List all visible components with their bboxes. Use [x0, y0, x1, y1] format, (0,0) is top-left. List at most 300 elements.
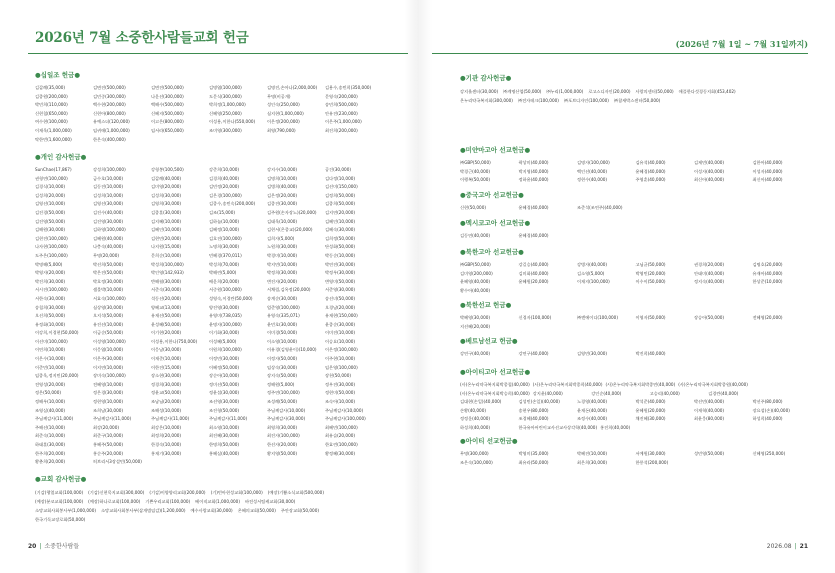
offering-entry: 이재지(100,000) [577, 279, 610, 285]
offering-entry: 무명(20,000) [93, 252, 120, 258]
offering-entry: 안태미(40,000) [694, 270, 725, 276]
offering-entry: 강연구(40,000) [460, 351, 491, 356]
offering-entry: 김명진,손아나(2,000,000) [267, 85, 318, 90]
offering-entry: 신혜영(250,000) [209, 110, 242, 116]
offering-entry: 공건(30,000) [325, 167, 352, 172]
offering-entry: 최강(20,000) [93, 424, 120, 430]
offering-entry: 김종진(30,000) [267, 201, 298, 207]
offering-entry: 강연구(40,000) [518, 351, 549, 356]
offering-entry: 김성희(20,000) [35, 192, 66, 198]
offering-entry: 이한진(15,000) [151, 364, 182, 370]
offering-entry: 서효숙(100,000) [93, 295, 126, 301]
section-tithe [35, 71, 383, 144]
offering-entry: 안유진(230,000) [325, 110, 358, 116]
offering-entry: 강준희(10,000) [209, 167, 240, 172]
offering-entry: 바전성서팀케교회(30,000) [244, 499, 296, 504]
offering-entry: ㈜GBP(50,000) [460, 160, 491, 165]
offering-entry: 유재현(150,000) [325, 313, 358, 319]
offering-entry: 김동진(10,000) [93, 184, 124, 190]
offering-entry: 김면진(500,000) [151, 85, 184, 90]
offering-entry: 전혜영(10,000) [93, 381, 124, 387]
offering-entry: 최은희(30,000) [577, 459, 608, 465]
offering-entry: 애플한다섯경동지회(453,402) [678, 89, 736, 94]
offering-entry: 단성화(50,000) [325, 244, 356, 250]
offering-entry: (사)온누리약국복지회박승희(40,000) [460, 390, 530, 396]
offering-entry: 김면진(500,000) [93, 85, 126, 90]
offering-entry: 신경자(100,000) [518, 315, 552, 320]
offering-entry: 강길승(40,000) [518, 262, 549, 267]
offering-entry: 황정혜(30,000) [325, 450, 356, 456]
offering-line [460, 424, 811, 433]
offering-entry: 윤혜경(40,000) [635, 168, 666, 174]
offering-entry: (예장)분코교회(100,000) [35, 499, 84, 504]
offering-entry: 무명(비공개) [267, 93, 291, 99]
offering-entry: ㈜엔에이디(100,000) [577, 315, 618, 320]
offering-entry: 김현민(20,000) [151, 235, 182, 241]
offering-entry: 김유석(40,000) [635, 160, 666, 165]
offering-entry: 노원희(30,000) [267, 244, 298, 250]
offering-entry: 김명희(10,000) [267, 175, 298, 181]
offering-entry: 조선영(30,000) [209, 399, 240, 405]
offering-entry: 하성희(40,000) [460, 424, 491, 430]
offering-entry: 조준석(조연주)(40,000) [577, 205, 623, 210]
offering-entry: 조은숙(100,000) [460, 459, 493, 465]
offering-entry: 장순아(10,000) [209, 373, 240, 379]
offering-entry: 김희정(50,000) [325, 235, 356, 241]
section-title: ●기관 감사헌금● [460, 74, 512, 82]
offering-entry: 정은(50,000) [35, 390, 62, 396]
offering-entry: 박영미(35,000) [518, 451, 549, 456]
offering-entry: 주님께감사(10,000) [325, 407, 364, 413]
offering-entry: 박인영(142,933) [151, 270, 184, 276]
offering-entry: SunChae(17,867) [35, 167, 72, 172]
offering-entry: 백수현(200,000) [93, 102, 126, 108]
entry-grid [460, 261, 811, 295]
entry-lines [35, 488, 324, 524]
offering-entry: (기감)이양양리교회(200,000) [149, 490, 206, 495]
offering-entry: 이성용,이한나(750,000) [151, 338, 198, 344]
offering-entry: 박석준(40,000) [635, 399, 666, 405]
offering-entry: 한명희(50,000) [209, 442, 240, 447]
offering-entry: 전혜영(20,000) [752, 315, 783, 320]
offering-entry: 조희남(30,000) [93, 407, 124, 413]
offering-entry: 윤혜영(40,000) [460, 279, 491, 285]
offering-entry: 최강은(10,000) [151, 424, 182, 430]
offering-entry: 배운희(20,000) [209, 278, 240, 284]
offering-entry: 서준영(30,000) [325, 287, 356, 293]
entry-grid [460, 450, 811, 467]
offering-entry: 온혜의교회(50,000) [237, 508, 276, 513]
offering-entry: 성민영(50,000) [694, 451, 725, 456]
offering-entry: 히브리서3장설민(50,000) [93, 459, 142, 465]
offering-entry: 한경숙(10,000) [151, 442, 182, 447]
offering-entry: 정경희(30,000) [151, 381, 182, 387]
section-title: ●교회 감사헌금● [35, 475, 87, 483]
offering-line [460, 87, 736, 96]
section-title: ●중국고아 선교헌금● [460, 191, 524, 199]
offering-entry: 박동순(10,000) [325, 252, 356, 258]
offering-entry: 윤혜경(40,000) [518, 205, 549, 210]
offering-entry: 이은정(200,000) [267, 119, 300, 125]
offering-entry: 이미경(50,000) [267, 330, 298, 336]
left-footer [28, 543, 79, 551]
offering-line [460, 96, 736, 105]
offering-entry: 서중원(100,000) [209, 287, 242, 293]
offering-entry: 로고스디자인(20,000) [588, 89, 631, 94]
offering-entry: 김진경(50,000) [35, 209, 66, 215]
offering-entry: 조숙아(10,000) [325, 399, 356, 405]
offering-entry: 최소영(10,000) [209, 424, 240, 430]
offering-entry: 최준숙(10,000) [35, 433, 66, 439]
offering-entry: 이기현(20,000) [151, 330, 182, 336]
offering-entry: 김민중(300,000) [93, 93, 126, 99]
offering-entry: 김경식(10,000) [35, 184, 66, 190]
offering-entry: 탁한빈(1,600,000) [35, 136, 72, 142]
offering-entry: 조남님(20,000) [151, 399, 182, 405]
offering-entry: 유영숙(335,071) [267, 313, 300, 319]
period-label: (2026년 7월 1일 ~ 7월 31일까지) [675, 39, 808, 49]
offering-entry: 김성희(30,000) [151, 192, 182, 198]
offering-entry: 이정자(50,000) [267, 356, 298, 362]
offering-entry: 박은진(50,000) [93, 270, 124, 276]
offering-entry: 곽상미(40,000) [518, 160, 549, 165]
offering-line [460, 415, 811, 424]
offering-entry: 한풍석(200,000) [635, 459, 669, 465]
entry-grid [460, 314, 811, 331]
offering-entry: 한주희(20,000) [35, 450, 66, 456]
offering-entry: 최진희(200,000) [325, 127, 358, 133]
offering-entry: 박경미(10,000) [267, 252, 298, 258]
offering-entry: 정정운(40,000) [460, 416, 491, 422]
offering-entry: 이재혁(40,000) [694, 407, 725, 413]
offering-line [460, 407, 811, 416]
section-title: ●개인 감사헌금● [35, 153, 87, 161]
offering-entry: 송선녀(50,000) [325, 295, 356, 301]
offering-entry: 장소현(30,000) [151, 373, 182, 379]
offering-entry: 김은경(100,000) [209, 192, 242, 198]
offering-entry: 이소영(10,000) [267, 338, 298, 344]
offering-entry: 손황(40,000) [460, 407, 487, 413]
offering-entry: 이은주(1,000,000) [325, 119, 362, 125]
offering-entry: 도주은(100,000) [35, 252, 68, 258]
offering-entry: 송계순(30,000) [267, 295, 298, 301]
offering-entry: 나지원(15,000) [151, 244, 182, 250]
offering-entry: 황춘희(20,000) [35, 459, 66, 465]
offering-entry: 한선자(20,000) [267, 442, 298, 447]
offering-entry: 이은정(100,000) [325, 347, 358, 353]
entry-grid [460, 204, 811, 213]
offering-entry: 김진영(50,000) [35, 218, 66, 224]
offering-entry: 장미숙(100,000) [93, 373, 126, 379]
offering-entry: 나충숙(40,000) [93, 244, 124, 250]
offering-entry: 김호진(100,000) [209, 235, 242, 241]
offering-entry: 김혜숙(30,000) [325, 227, 356, 233]
offering-entry: 조경혜(40,000) [518, 416, 549, 422]
offering-entry: 이연희(10,000) [35, 347, 66, 353]
offering-entry: 이승요(10,000) [325, 338, 356, 344]
offering-entry: (사)온누리약국복지회박종철(40,000) [460, 382, 530, 387]
offering-entry: 지선혜(20,000) [460, 323, 491, 329]
offering-entry: 신현아(800,000) [93, 110, 126, 116]
offering-entry: 김한아(40,000) [752, 160, 783, 165]
offering-entry: 김현서(은종교)(20,000) [267, 227, 313, 233]
offering-entry: 이기화(30,000) [209, 330, 240, 336]
offering-entry: 이재준(10,000) [151, 356, 182, 362]
offering-entry: 김명엽(100,000) [209, 85, 242, 90]
offering-entry: 정현미(50,000) [325, 390, 356, 396]
offering-entry: 민혜경(370,011) [209, 252, 242, 258]
offering-entry: 윤재돈(40,000) [577, 407, 608, 413]
offering-line [35, 506, 324, 515]
offering-entry: ㈜포브디자인(100,000) [563, 98, 609, 103]
offering-entry: 주님께감사(11,000) [209, 416, 248, 422]
offering-entry: 이주현(10,000) [325, 356, 356, 362]
offering-entry: 성영숙,이경란(50,000) [209, 295, 253, 301]
offering-entry: 한효린(100,000) [325, 442, 358, 447]
offering-entry: 홍재기(30,000) [151, 450, 182, 456]
offering-entry: 김민정(20,000) [209, 184, 240, 190]
offering-entry: 김혜인(10,000) [151, 227, 182, 233]
offering-entry: 박정우(30,000) [325, 270, 356, 276]
offering-entry: 성인숙(250,000) [267, 102, 300, 108]
offering-entry: 이지연(10,000) [93, 364, 124, 370]
offering-entry: 이선미(100,000) [35, 338, 68, 344]
offering-entry: 김진수(40,000) [93, 209, 124, 215]
offering-entry: 주영훈(40,000) [635, 177, 666, 183]
offering-entry: 강병자(40,000) [577, 262, 608, 267]
offering-entry: 김희자(5,000) [267, 235, 295, 241]
offering-entry: ㈜GBP(50,000) [460, 262, 491, 267]
offering-entry: 문영숙(200,000) [325, 93, 358, 99]
offering-entry: 윤혜원(20,000) [518, 279, 549, 285]
offering-entry: (사)온누리약국복지회박종원(40,000) [678, 382, 748, 387]
offering-entry: 서시진(100,000) [35, 287, 68, 293]
offering-entry: 김경희(40,000) [209, 175, 240, 181]
offering-entry: 조해성(10,000) [151, 407, 182, 413]
offering-entry: 박지민(10,000) [267, 261, 298, 267]
section-nk-orphan-mission [460, 248, 811, 295]
offering-entry: 나자현(100,000) [35, 244, 68, 250]
offering-entry: 정미선(50,000) [209, 381, 240, 387]
offering-entry: 박진희(30,000) [35, 278, 66, 284]
offering-entry: 정지숙(40,000) [694, 279, 725, 285]
offering-entry: 최윤웅(80,000) [694, 416, 725, 422]
offering-entry: 강지윤(40,000) [532, 390, 563, 396]
offering-entry: 주안장교회(50,000) [280, 508, 319, 513]
offering-entry: 금수호(10,000) [93, 175, 124, 181]
offering-entry: 강인순(40,000) [591, 390, 622, 396]
offering-entry: 김지연(20,000) [325, 209, 356, 215]
offering-entry: ㈜계명산업(50,000) [503, 89, 542, 94]
offering-entry: 고승리(40,000) [649, 390, 680, 396]
offering-entry: 반해월(30,000) [151, 278, 182, 284]
offering-entry: 장지숙(50,000) [267, 373, 298, 379]
offering-entry: 주님께감사(30,000) [267, 416, 306, 422]
section-personal-thanks [35, 153, 383, 467]
offering-entry: 김혜인(10,000) [325, 218, 356, 224]
offering-entry: 윤혜경(40,000) [518, 233, 549, 238]
entry-grid [35, 166, 383, 467]
offering-entry: 박선주(80,000) [752, 399, 783, 405]
offering-entry: 김하영(100,000) [93, 227, 126, 233]
offering-entry: 최진자(100,000) [267, 433, 300, 439]
offering-entry: 백해수(500,000) [151, 102, 184, 108]
offering-entry: 김영희(30,000) [151, 201, 182, 207]
offering-entry: 박성희(100,000) [151, 261, 184, 267]
offering-entry: 김소영(5,000) [577, 270, 605, 276]
offering-entry: 김성희(10,000) [93, 192, 124, 198]
offering-entry: 장요섭(손)(40,000) [752, 407, 790, 413]
footer-separator: | [794, 543, 797, 550]
section-title: ●미얀마고아 선교헌금● [460, 146, 531, 154]
offering-entry: 하태훈(30,000) [35, 442, 66, 447]
offering-entry: 김정희(50,000) [325, 192, 356, 198]
section-title: ●아이티 선교헌금● [460, 437, 518, 445]
offering-entry: (예장)기쁨소식교회(500,000) [267, 490, 324, 495]
offering-entry: 노명희(30,000) [209, 244, 240, 250]
offering-entry: 최정희(20,000) [151, 433, 182, 439]
offering-entry: 정하윤(40,000) [518, 177, 549, 183]
offering-entry: 박정희(30,000) [267, 270, 298, 276]
offering-entry: 강지수(10,000) [267, 167, 298, 172]
offering-entry: 최영희(30,000) [267, 424, 298, 430]
offering-entry: 임서라(650,000) [151, 127, 184, 133]
offering-entry: 강형봉(100,500) [151, 167, 184, 172]
offering-entry: 조미영(300,000) [209, 127, 242, 133]
section-nk-mission [460, 301, 811, 331]
offering-entry: 김미영(20,000) [151, 184, 182, 190]
section-institution-thanks [460, 74, 736, 105]
offering-entry: 유예스더(120,000) [93, 119, 130, 125]
offering-entry: 유정화(10,000) [35, 321, 66, 327]
offering-entry: 박호정(30,000) [93, 278, 124, 284]
offering-entry: 정해원(5,000) [267, 381, 295, 387]
offering-entry: 나운선(300,000) [151, 93, 184, 99]
offering-entry: 박선민(40,000) [694, 399, 725, 405]
offering-entry: 주님께감사(11,000) [93, 416, 132, 422]
offering-entry: 주님께감사(11,000) [151, 416, 190, 422]
offering-entry: 주해선(10,000) [35, 424, 66, 430]
offering-entry: 홍순주(20,000) [93, 450, 124, 456]
offering-entry: 장승아(50,000) [694, 315, 725, 320]
offering-entry: 서한숙(30,000) [35, 295, 66, 301]
offering-entry: 김종훈(30,000) [151, 209, 182, 215]
offering-entry: 정우진(30,000) [325, 381, 356, 387]
offering-entry: 박혜진(10,000) [577, 451, 608, 456]
page-number: 21 [799, 543, 808, 550]
offering-entry: ㈜참새박스센터(50,000) [613, 98, 661, 103]
offering-entry: 홍진희(40,000) [600, 424, 631, 430]
offering-entry: (기)빈아현성교회(100,000) [210, 490, 263, 495]
offering-entry: 이영자(50,000) [635, 315, 666, 320]
offering-entry: 채진혜(30,000) [635, 416, 666, 422]
offering-entry: 서채림,김옥정(20,000) [267, 287, 311, 293]
offering-entry: 한은숙(400,000) [93, 136, 126, 142]
section-church-thanks [35, 475, 324, 524]
offering-entry: 황지영(50,000) [267, 450, 298, 456]
offering-entry: 고님균(50,000) [635, 262, 666, 267]
offering-entry: 신현철(650,000) [35, 110, 68, 116]
offering-entry: 유재아(40,000) [752, 270, 783, 276]
offering-entry: 조영실(40,000) [35, 407, 66, 413]
offering-entry: 최신아(40,000) [752, 177, 783, 183]
offering-line [460, 398, 811, 407]
offering-entry: 이금순(50,000) [93, 330, 124, 336]
offering-entry: 김병희(40,000) [267, 184, 298, 190]
offering-entry: 심지현(1,000,000) [267, 110, 304, 116]
offering-entry: 정주연(100,000) [267, 390, 300, 396]
offering-entry: 석동선(20,000) [151, 295, 182, 301]
offering-entry: 최영(790,000) [267, 127, 296, 133]
offering-entry: 한국기독교장로회(50,000) [35, 517, 86, 522]
offering-entry: 이은주(30,000) [93, 356, 124, 362]
offering-entry: 전영성(20,000) [35, 381, 66, 387]
offering-entry: 윤명자(100,000) [209, 321, 242, 327]
offering-entry: 온누리약국복지회(300,000) [460, 98, 513, 103]
section-mexico-mission [460, 219, 811, 241]
offering-entry: 유영미(738,035) [209, 313, 242, 319]
entry-grid [460, 159, 811, 185]
section-china-mission [460, 191, 811, 213]
offering-entry: 김다정(10,000) [325, 175, 356, 181]
offering-entry: 한상준(10,000) [752, 279, 783, 285]
offering-entry: 오경남(20,000) [325, 304, 356, 310]
offering-entry: 이혜정(50,000) [209, 364, 240, 370]
offering-entry: 이성자(40,000) [752, 168, 783, 174]
offering-entry: (사)온누리약국복지회박종민(40,000) [605, 382, 676, 387]
offering-entry: 김주원(손자장노)(20,000) [267, 209, 317, 215]
offering-entry: 김미영(200,000) [460, 270, 493, 276]
section-title: ●베트남선교 헌금● [460, 337, 518, 345]
offering-entry: 이은수(10,000) [35, 356, 66, 362]
offering-entry: 김종수,송민숙(200,000) [209, 201, 256, 207]
offering-entry: 김갑례(35,000) [35, 85, 66, 90]
offering-entry: 박희정(1,000,000) [209, 102, 246, 108]
offering-entry: 윤민호(30,000) [267, 321, 298, 327]
offering-line [460, 390, 811, 399]
offering-entry: 박영자(20,000) [35, 270, 66, 276]
offering-entry: 엄준영(100,000) [267, 304, 300, 310]
offering-entry: 임귀애(1,000,000) [93, 127, 130, 133]
offering-entry: 최유라(50,000) [518, 459, 549, 465]
offering-entry: 이고은(800,000) [151, 119, 184, 125]
entry-grid [35, 84, 383, 144]
section-myanmar-mission [460, 146, 811, 185]
offering-entry: 이행복(50,000) [460, 177, 491, 183]
offering-entry: 최혜민(100,000) [325, 424, 358, 430]
offering-entry: 심상영(30,000) [93, 304, 124, 310]
right-footer [767, 543, 808, 551]
offering-entry: 김은정(20,000) [267, 192, 298, 198]
offering-entry: 이수이(50,000) [635, 279, 666, 285]
offering-entry: 김조(15,000) [209, 209, 236, 215]
offering-entry: (사)온누리약국복지회박종희(40,000) [532, 382, 603, 387]
offering-entry: 권형연(100,000) [35, 175, 68, 181]
offering-entry: 조정수(40,000) [577, 416, 608, 422]
offering-entry: 김혜원(40,000) [93, 235, 124, 241]
publication-name: 소중한사람들 [44, 543, 80, 550]
offering-entry: 김영민(30,000) [577, 351, 608, 356]
offering-entry: 주님께감사(11,000) [35, 416, 74, 422]
section-vietnam-mission [460, 337, 811, 359]
section-haiti-orphan-mission [460, 368, 811, 433]
offering-entry: 이성혜(5,000) [209, 338, 237, 344]
offering-entry: 문희순(10,000) [151, 252, 182, 258]
offering-line [35, 497, 324, 506]
offering-entry: 김지혜(10,000) [151, 218, 182, 224]
offering-entry: 박혜영(30,000) [460, 315, 491, 320]
offering-entry: 오선희(50,000) [35, 313, 66, 319]
